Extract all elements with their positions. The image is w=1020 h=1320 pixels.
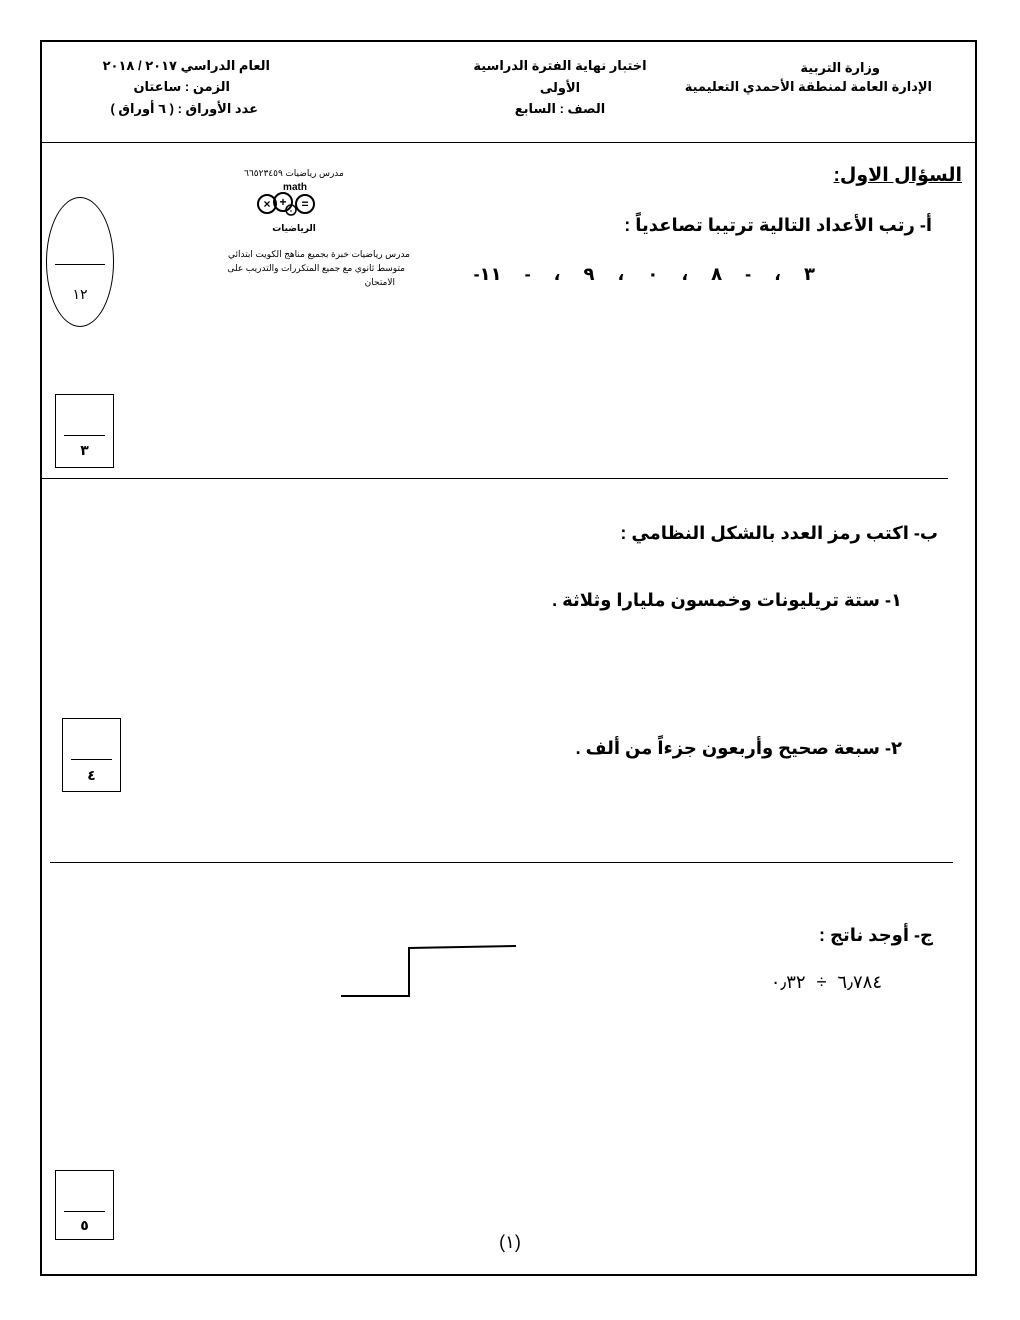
- part-c-prompt: ج- أوجد ناتج :: [819, 925, 933, 945]
- pages-count: عدد الأوراق : ( ٦ أوراق ): [110, 101, 258, 116]
- grade-label: الصف : السابع: [514, 101, 606, 116]
- part-c-score-box: [55, 1170, 114, 1240]
- svg-text:+: +: [279, 195, 287, 209]
- header-divider: [42, 142, 975, 143]
- watermark-desc-line1: مدرس رياضيات خبرة بجميع مناهج الكويت ابتدائي: [227, 249, 410, 259]
- ministry-name: وزارة التربية: [800, 60, 880, 75]
- part-c-expression: ٦٫٧٨٤ ÷ ٠٫٣٢: [770, 972, 882, 992]
- exam-duration: الزمن : ساعتان: [133, 79, 230, 94]
- exam-title: اختبار نهاية الفترة الدراسية: [473, 58, 647, 73]
- part-a-score-value: ٣: [80, 442, 89, 458]
- watermark-desc-line3: الامتحان: [364, 277, 395, 287]
- total-score-value: ١٢: [72, 286, 88, 302]
- directorate-name: الإدارة العامة لمنطقة الأحمدي التعليمية: [684, 79, 932, 94]
- svg-text:-: -: [289, 206, 293, 215]
- academic-year: العام الدراسي ٢٠١٧ / ٢٠١٨: [102, 58, 270, 73]
- part-a-score-box: [55, 394, 114, 468]
- part-b-item1: ١- ستة تريليونات وخمسون مليارا وثلاثة .: [552, 590, 902, 610]
- watermark-brand-caption: الرياضيات: [272, 223, 316, 233]
- watermark-teacher-line: مدرس رياضيات ٦٦٥٢٣٤٥٩: [244, 168, 344, 178]
- part-b-score-value: ٤: [87, 767, 96, 783]
- page-number: (١): [499, 1232, 521, 1252]
- exam-period: الأولى: [539, 80, 581, 95]
- total-score-oval: [46, 197, 114, 327]
- svg-text:=: =: [301, 197, 309, 211]
- section-divider-a: [42, 478, 948, 479]
- part-a-numbers: -٣ ، - ٨ ، ٠ ، ٩ ، - ١١: [473, 264, 815, 284]
- math-logo-icon: [250, 180, 340, 216]
- part-a-prompt: أ- رتب الأعداد التالية ترتيبا تصاعدياً :: [624, 215, 932, 235]
- watermark-desc-line2: متوسط ثانوي مع جميع المتكررات والتدريب على: [227, 263, 405, 273]
- section-divider-b: [50, 862, 953, 863]
- svg-text:×: ×: [263, 197, 271, 211]
- part-b-prompt: ب- اكتب رمز العدد بالشكل النظامي :: [620, 523, 938, 543]
- part-c-score-value: ٥: [80, 1217, 89, 1233]
- logo-brand-word: math: [283, 182, 307, 193]
- part-b-score-box: [62, 718, 121, 792]
- long-division-bracket: [340, 945, 520, 1000]
- part-b-item2: ٢- سبعة صحيح وأربعون جزءاً من ألف .: [575, 738, 902, 758]
- question1-title: السؤال الاول:: [833, 165, 962, 186]
